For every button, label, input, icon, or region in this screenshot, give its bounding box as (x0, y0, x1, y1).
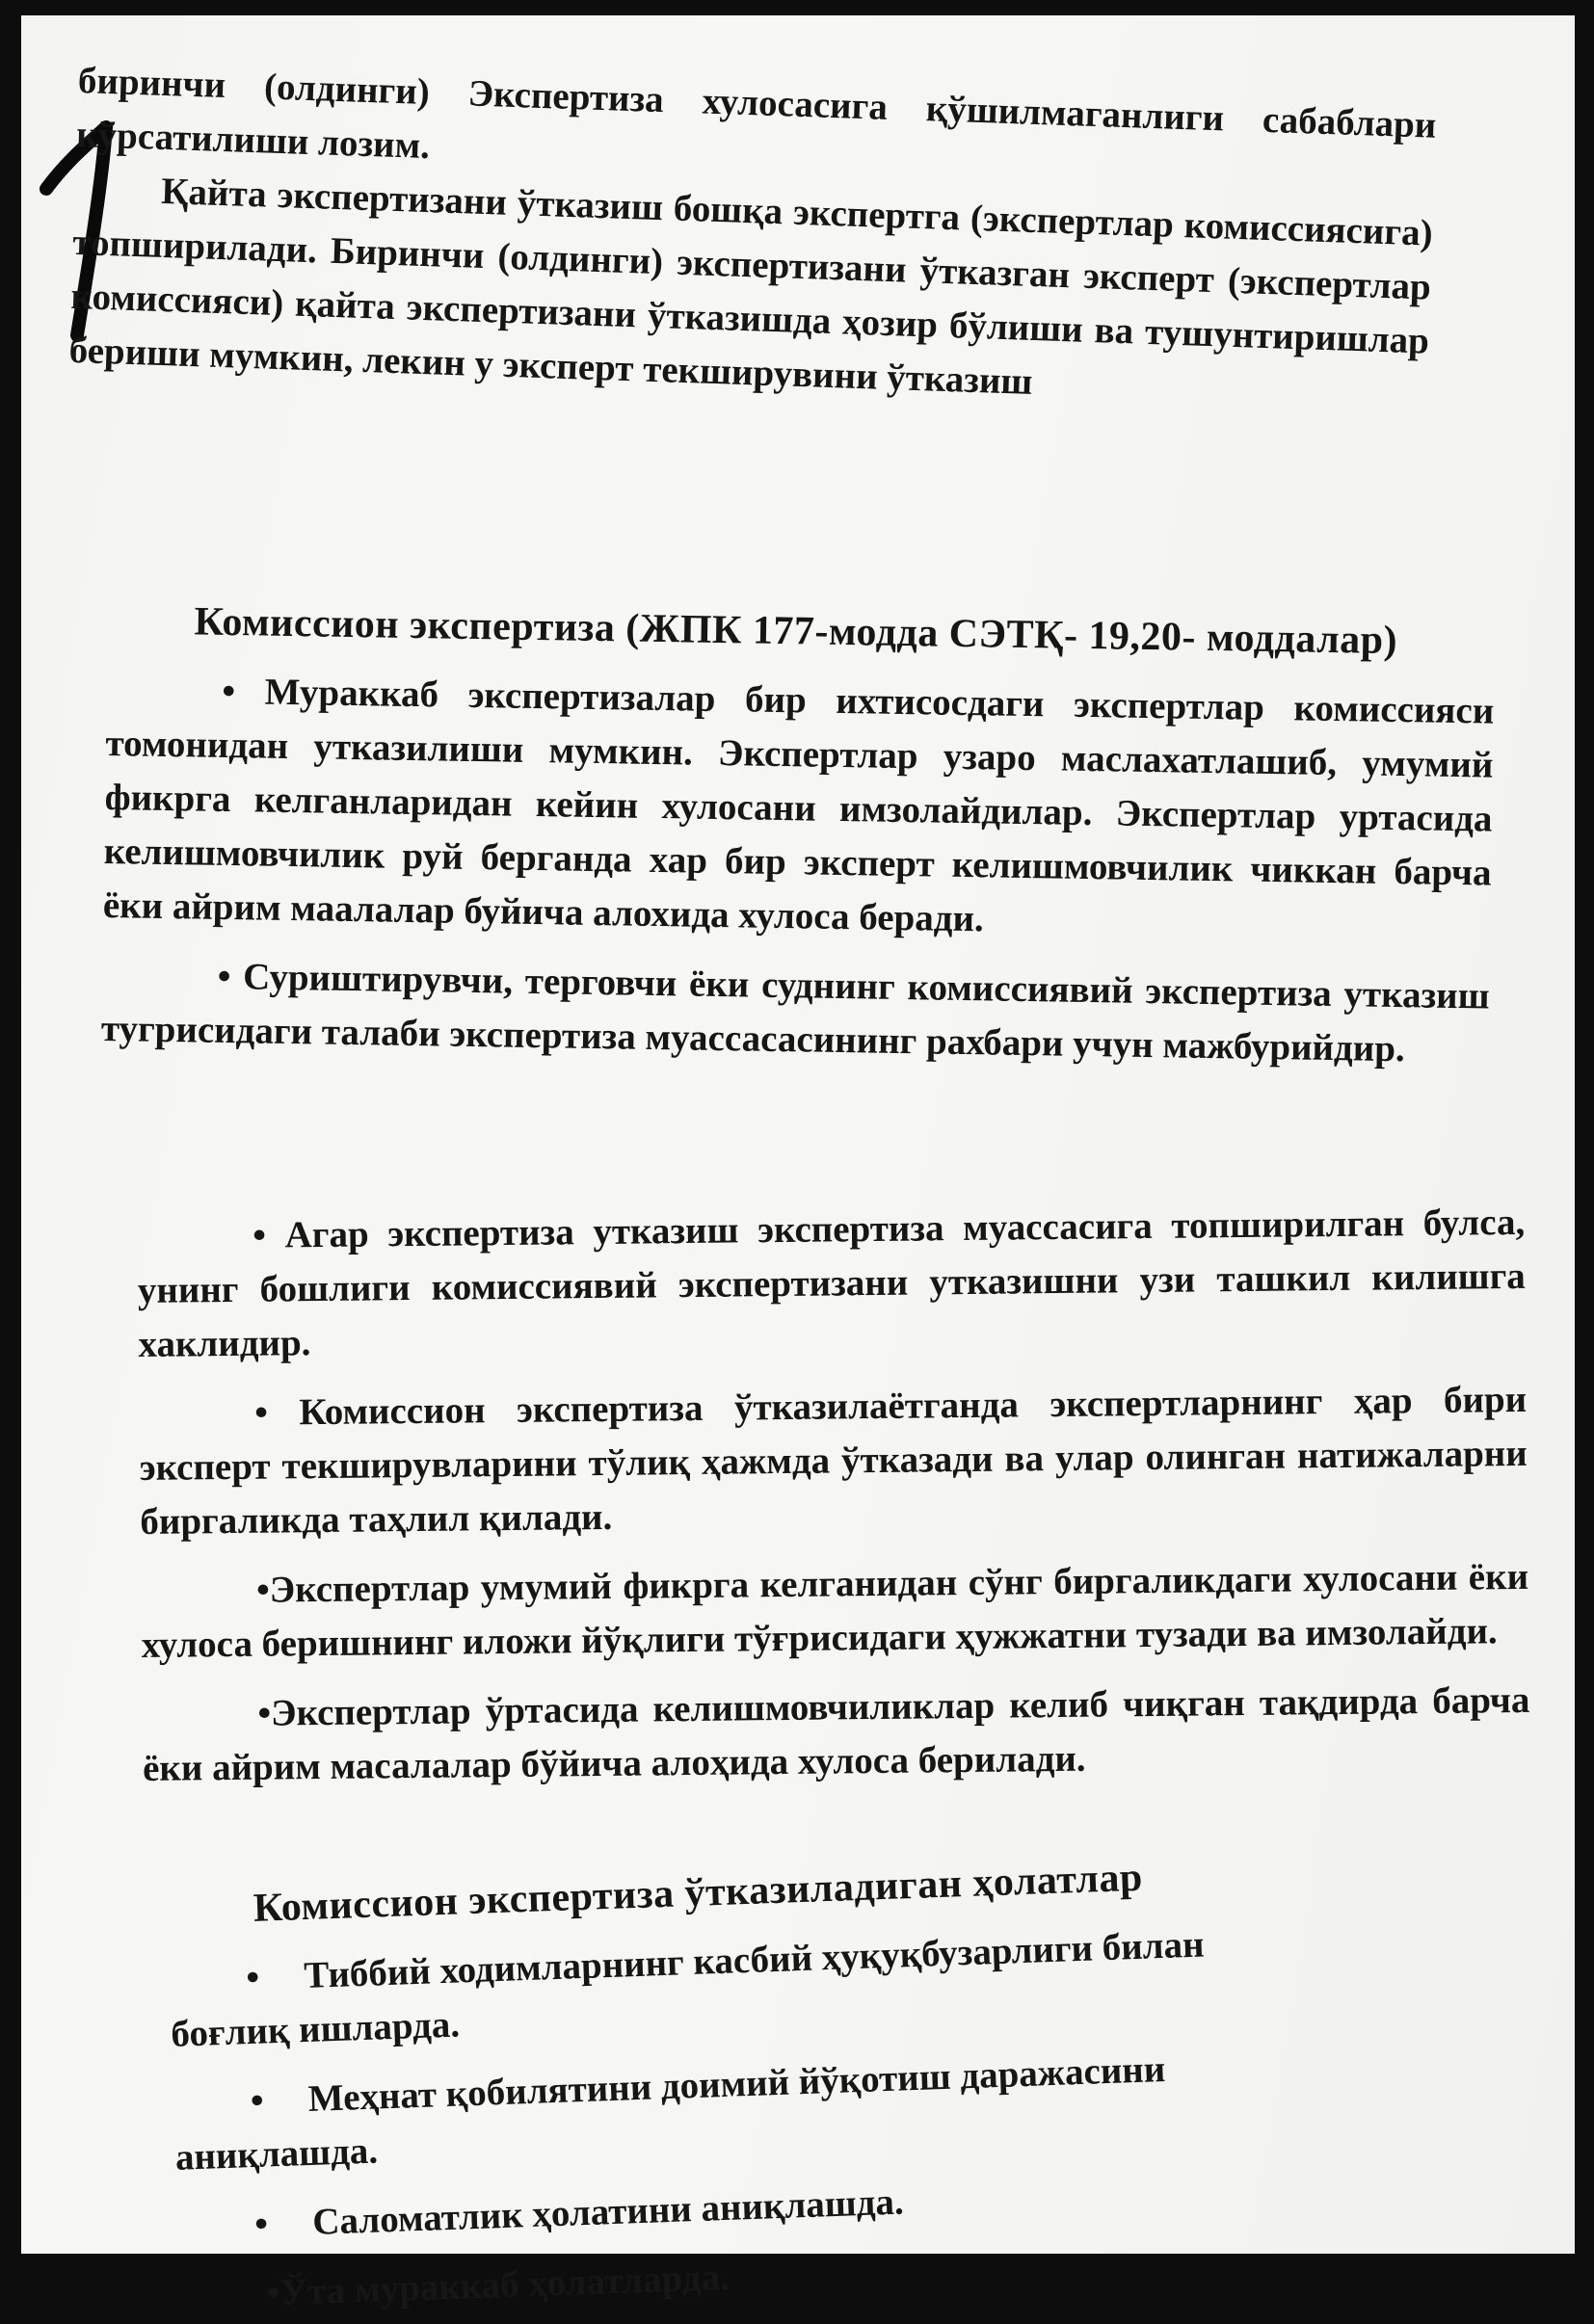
bullet-symbol: • (255, 1569, 271, 1611)
heading-commission-cases: Комиссион экспертиза ўтказиладиган ҳолатлар (252, 1855, 1144, 1931)
section-commission-exam (100, 594, 1495, 1078)
bullet-paragraph (141, 1550, 1529, 1673)
heading-commission-exam: Комиссион экспертиза (ЖПК 177-модда СЭТҚ- 19,20- моддалар) (194, 599, 1398, 664)
paragraph-re-examination: Қайта экспертизани ўтказиш бошқа экспертга (экспертлар комиссиясига) топширилади. Биринчи (олдинги) экспертизани ўтказган эксперт (экспертлар комиссияси) қайта экспертизани ўтказишда ҳозир бўлиши ва тушунтиришлар бериши мумкин, лекин у эксперт текширувини ўтказиш (68, 170, 1434, 403)
section-commission-cases (166, 1836, 1549, 2323)
bullet-text: Суриштирувчи, терговчи ёки суднинг комиссиявий экспертиза утказиш тугрисидаги талаби экспертиза муассасасининг рахбари учун мажбурийдир. (100, 956, 1490, 1070)
bullet-text: Ўта мураккаб ҳолатларда. (279, 2256, 731, 2314)
bullet-symbol: • (250, 2079, 265, 2123)
list-item-continuation: боғлиқ ишларда. (170, 2003, 461, 2055)
bullet-text: Агар экспертиза утказиш экспертиза муассасига топширилган булса, унинг бошлиги комиссиявий экспертизани утказишни узи ташкил килишга хаклидир. (137, 1201, 1527, 1365)
bullet-symbol: • (257, 1692, 272, 1734)
list-item-first-line: Меҳнат қобилятини доимий йўқотиш даражасини (307, 2047, 1166, 2120)
bullet-text: Мураккаб экспертизалар бир ихтисосдаги экспертлар комиссияси томонидан утказилиши мумкин. Экспертлар узаро маслахатлашиб, умумий фикрга келганларидан кейин хулосани имзолайдилар. Экспертлар уртасида келишмовчилик руй берганда хар бир эксперт келишмовчилик чиккан барча ёки айрим маалалар буйича алохида хулоса беради. (102, 671, 1495, 940)
section-re-examination (68, 54, 1437, 423)
section-commission-rules (137, 1196, 1530, 1796)
bullet-text: Экспертлар умумий фикрга келганидан сўнг биргаликдаги хулосани ёки хулоса беришнинг иложи йўқлиги тўғрисидаги ҳужжатни тузади ва имзолайди. (141, 1555, 1529, 1666)
bullet-paragraph (100, 948, 1490, 1078)
bullet-paragraph (102, 663, 1494, 955)
bullet-symbol: • (222, 670, 236, 713)
list-item-continuation: аниқлашда. (174, 2129, 379, 2179)
bullet-symbol: • (245, 1956, 260, 1999)
bullet-text: Экспертлар ўртасида келишмовчиликлар келиб чиқган тақдирда барча ёки айрим масалалар бўйича алоҳида хулоса берилади. (142, 1678, 1530, 1789)
document-page (21, 15, 1575, 2314)
bullet-paragraph (137, 1196, 1527, 1372)
paragraph-intro: биринчи (олдинги) Экспертиза хулосасига қўшилмаганлиги сабаблари кўрсатилиши лозим. (75, 59, 1438, 168)
bullet-symbol: • (252, 1214, 267, 1256)
bullet-paragraph (142, 1674, 1530, 1796)
bullet-paragraph (139, 1373, 1528, 1549)
list-item-first-line: Саломатлик ҳолатини аниқлашда. (311, 2180, 905, 2243)
list-item-first-line: Тиббий ходимларнинг касбий ҳуқуқбузарлиги билан (303, 1923, 1206, 1997)
bullet-symbol: • (217, 955, 231, 998)
bullet-symbol: • (253, 2203, 269, 2245)
bullet-symbol: • (253, 1391, 269, 1434)
bullet-symbol: • (266, 2272, 281, 2314)
bullet-text: Комиссион экспертиза ўтказилаётганда экспертларнинг ҳар бири эксперт текширувларини тўлиқ ҳажмда ўтказади ва улар олинган натижаларни биргаликда таҳлил қилади. (139, 1378, 1528, 1543)
